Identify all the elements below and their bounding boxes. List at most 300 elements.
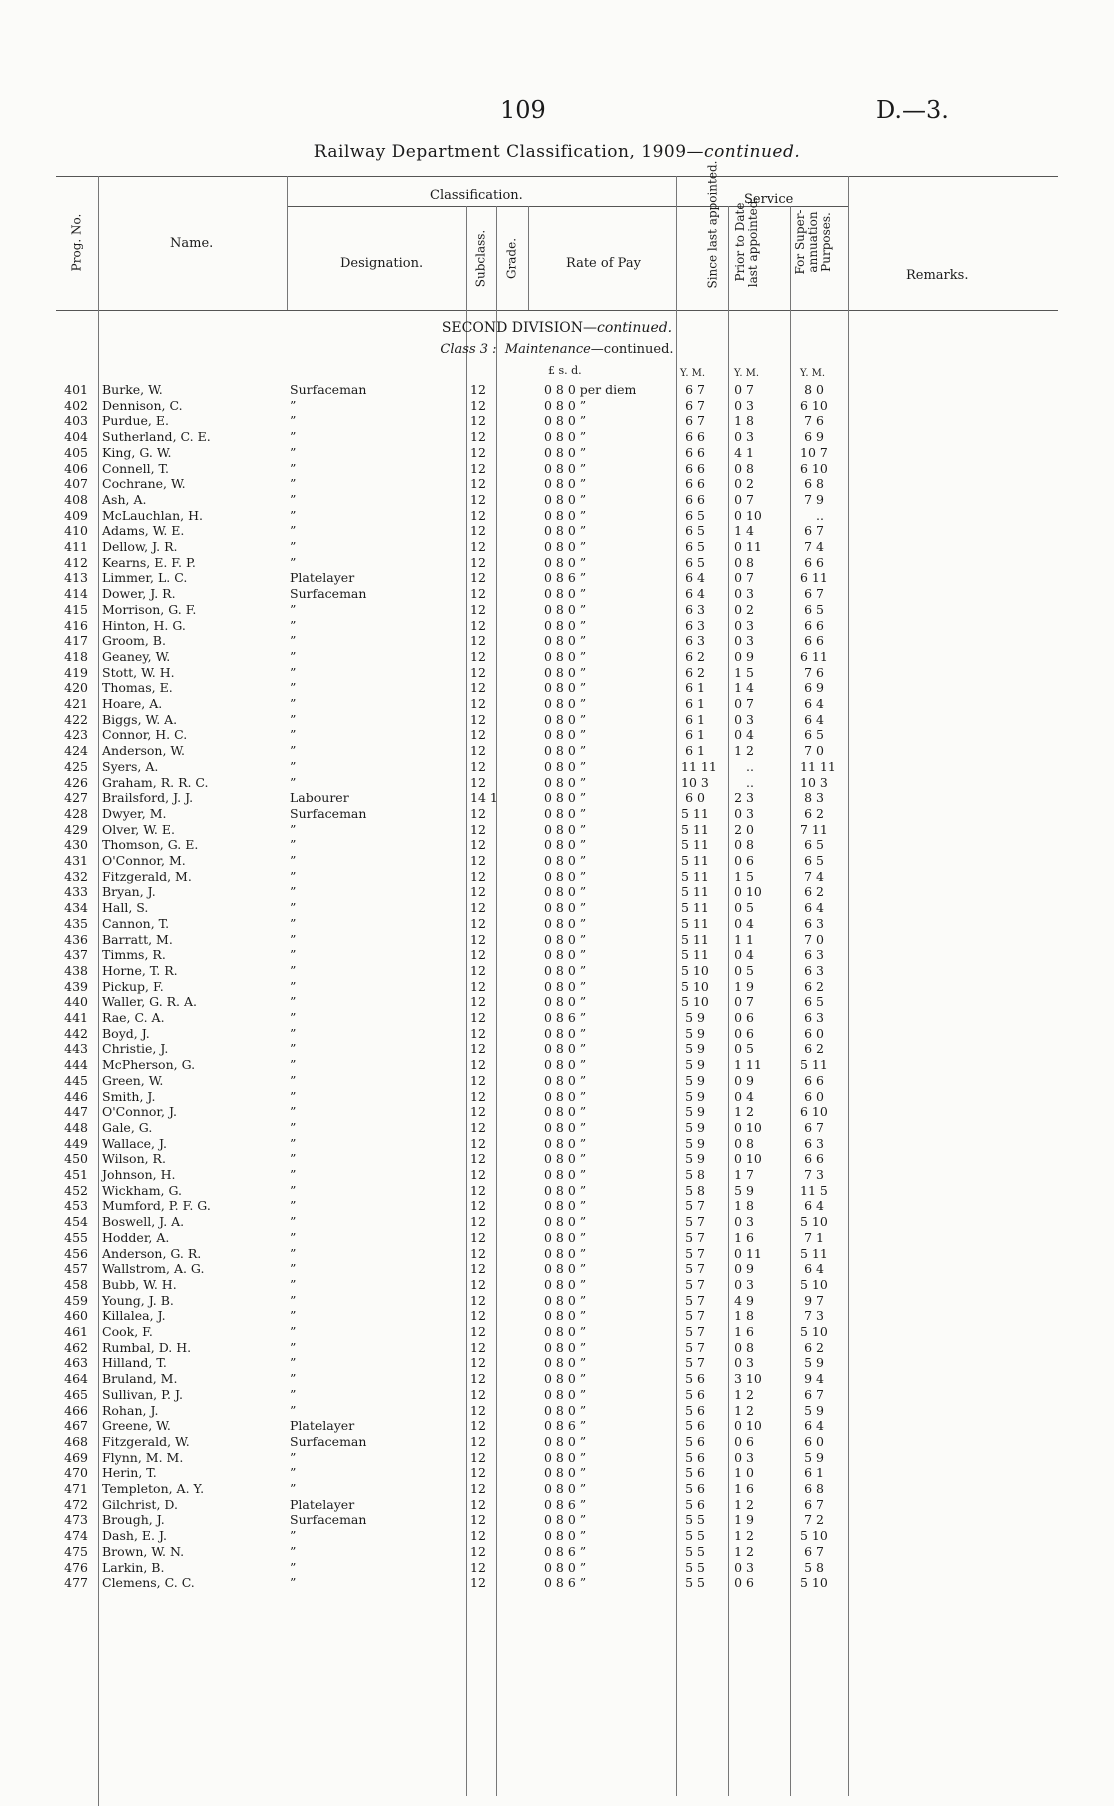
rate-of-pay-cell: 0 8 0 ” <box>544 601 587 617</box>
table-row <box>0 1308 1114 1324</box>
subclass-cell: 12 <box>470 821 486 837</box>
name-cell: Thomas, E. <box>102 680 173 696</box>
designation-cell: Surfaceman <box>290 1433 367 1449</box>
superannuation-cell: 5 11 <box>800 1057 828 1073</box>
prior-to-date-cell: 1 5 <box>734 664 754 680</box>
rate-of-pay-cell: 0 8 0 ” <box>544 931 587 947</box>
subclass-cell: 12 <box>470 1386 486 1402</box>
since-last-cell: 10 3 <box>681 774 709 790</box>
since-last-cell: 5 7 <box>685 1308 705 1324</box>
name-cell: Thomson, G. E. <box>102 837 199 853</box>
designation-cell: ” <box>290 444 297 460</box>
rate-of-pay-cell: 0 8 0 ” <box>544 727 587 743</box>
table-row <box>0 461 1114 477</box>
table-row <box>0 1104 1114 1120</box>
since-last-cell: 6 6 <box>685 429 705 445</box>
subclass-cell: 12 <box>470 915 486 931</box>
prior-to-date-cell: 0 7 <box>734 696 754 711</box>
header-classification: Classification. <box>430 188 523 203</box>
superannuation-cell: 6 6 <box>804 1151 824 1167</box>
since-last-cell: 5 6 <box>685 1433 705 1449</box>
table-row <box>0 1528 1114 1544</box>
subclass-cell: 12 <box>470 382 486 397</box>
superannuation-cell: 10 3 <box>800 774 828 790</box>
rate-of-pay-cell: 0 8 0 ” <box>544 1119 587 1135</box>
prog-no-cell: 429 <box>64 821 88 837</box>
name-cell: Wallace, J. <box>102 1135 168 1151</box>
rate-of-pay-cell: 0 8 0 ” <box>544 680 587 696</box>
prog-no-cell: 460 <box>64 1308 88 1324</box>
designation-cell: ” <box>290 1261 297 1277</box>
designation-cell: ” <box>290 1041 297 1057</box>
since-last-cell: 5 6 <box>685 1418 705 1434</box>
rate-of-pay-cell: 0 8 6 ” <box>544 1575 587 1591</box>
designation-cell: Surfaceman <box>290 382 367 397</box>
superannuation-cell: 10 7 <box>800 444 828 460</box>
superannuation-cell: 11 5 <box>800 1182 828 1198</box>
table-row <box>0 853 1114 869</box>
since-last-cell: 5 9 <box>685 1088 705 1104</box>
name-cell: Limmer, L. C. <box>102 570 188 586</box>
prog-no-cell: 452 <box>64 1182 88 1198</box>
name-cell: Hoare, A. <box>102 696 163 711</box>
since-last-cell: 5 9 <box>685 1010 705 1025</box>
name-cell: Sullivan, P. J. <box>102 1386 183 1402</box>
since-last-cell: 5 8 <box>685 1167 705 1182</box>
prior-to-date-cell: 0 6 <box>734 1025 754 1041</box>
prog-no-cell: 456 <box>64 1245 88 1261</box>
prior-to-date-cell: 1 8 <box>734 413 754 429</box>
since-last-cell: 6 5 <box>685 523 705 539</box>
table-row <box>0 1151 1114 1167</box>
table-row <box>0 1481 1114 1497</box>
prior-to-date-cell: 0 3 <box>734 397 754 413</box>
table-row <box>0 743 1114 759</box>
rate-of-pay-cell: 0 8 0 ” <box>544 805 587 821</box>
since-last-cell: 5 6 <box>685 1402 705 1418</box>
rate-of-pay-cell: 0 8 0 ” <box>544 1041 587 1057</box>
prog-no-cell: 454 <box>64 1214 88 1230</box>
designation-cell: ” <box>290 1214 297 1230</box>
since-last-cell: 5 10 <box>681 962 709 978</box>
rate-of-pay-cell: 0 8 0 ” <box>544 1339 587 1355</box>
since-last-cell: 6 3 <box>685 633 705 649</box>
name-cell: Wickham, G. <box>102 1182 183 1198</box>
since-last-cell: 6 3 <box>685 601 705 617</box>
prog-no-cell: 462 <box>64 1339 88 1355</box>
name-cell: Graham, R. R. C. <box>102 774 209 790</box>
since-last-cell: 5 5 <box>685 1543 705 1559</box>
header-prior-to-date: Prior to Date last appointed. <box>733 196 760 288</box>
prog-no-cell: 433 <box>64 884 88 900</box>
prog-no-cell: 473 <box>64 1512 88 1528</box>
prog-no-cell: 415 <box>64 601 88 617</box>
super-units: Y. M. <box>800 368 826 379</box>
name-cell: Templeton, A. Y. <box>102 1481 205 1496</box>
prog-no-cell: 425 <box>64 758 88 774</box>
prog-no-cell: 474 <box>64 1528 88 1544</box>
name-cell: Wallstrom, A. G. <box>102 1261 205 1277</box>
name-cell: Dennison, C. <box>102 397 183 413</box>
header-designation: Designation. <box>340 256 424 271</box>
table-row <box>0 429 1114 445</box>
designation-cell: ” <box>290 1010 297 1025</box>
subclass-cell: 12 <box>470 1433 486 1449</box>
designation-cell: ” <box>290 1135 297 1151</box>
prog-no-cell: 466 <box>64 1402 88 1418</box>
name-cell: Rohan, J. <box>102 1402 159 1418</box>
designation-cell: ” <box>290 460 297 476</box>
prog-no-cell: 418 <box>64 648 88 664</box>
name-cell: Bruland, M. <box>102 1371 178 1387</box>
since-last-cell: 5 7 <box>685 1214 705 1230</box>
since-last-cell: 6 6 <box>685 476 705 492</box>
designation-cell: ” <box>290 1088 297 1104</box>
since-last-cell: 5 11 <box>681 868 709 884</box>
superannuation-cell: 6 3 <box>804 1135 824 1151</box>
subclass-cell: 12 <box>470 554 486 570</box>
prior-to-date-cell: 1 9 <box>734 1512 754 1528</box>
superannuation-cell: 6 3 <box>804 947 824 963</box>
subclass-cell: 12 <box>470 962 486 978</box>
table-row <box>0 680 1114 696</box>
since-last-cell: 5 11 <box>681 853 709 868</box>
name-cell: Adams, W. E. <box>102 523 185 539</box>
rate-of-pay-cell: 0 8 0 ” <box>544 507 587 523</box>
rate-of-pay-cell: 0 8 0 ” <box>544 491 587 507</box>
since-last-cell: 6 1 <box>685 727 705 743</box>
subclass-cell: 12 <box>470 491 486 507</box>
division-continued: continued. <box>597 320 673 336</box>
rate-of-pay-cell: 0 8 0 ” <box>544 1229 587 1245</box>
document-reference: D.—3. <box>876 96 949 124</box>
rate-of-pay-cell: 0 8 0 ” <box>544 790 587 806</box>
superannuation-cell: 6 6 <box>804 633 824 649</box>
prog-no-cell: 435 <box>64 915 88 931</box>
table-row <box>0 1434 1114 1450</box>
superannuation-cell: 6 0 <box>804 1433 824 1449</box>
heading-continued: continued. <box>704 142 801 162</box>
name-cell: Connor, H. C. <box>102 727 188 743</box>
rate-of-pay-cell: 0 8 0 ” <box>544 444 587 460</box>
designation-cell: ” <box>290 1072 297 1088</box>
prior-to-date-cell: 0 7 <box>734 994 754 1010</box>
prog-no-cell: 401 <box>64 382 88 397</box>
prog-no-cell: 411 <box>64 539 88 554</box>
prog-no-cell: 442 <box>64 1025 88 1041</box>
name-cell: Hilland, T. <box>102 1355 167 1371</box>
name-cell: McLauchlan, H. <box>102 507 203 523</box>
table-row <box>0 1340 1114 1356</box>
subclass-cell: 12 <box>470 1214 486 1230</box>
since-last-cell: 5 11 <box>681 915 709 931</box>
subclass-cell: 12 <box>470 523 486 539</box>
name-cell: Ash, A. <box>102 491 147 507</box>
prog-no-cell: 427 <box>64 790 88 806</box>
subclass-cell: 12 <box>470 633 486 649</box>
rate-of-pay-cell: 0 8 0 ” <box>544 1308 587 1324</box>
table-row <box>0 994 1114 1010</box>
designation-cell: ” <box>290 1481 297 1496</box>
designation-cell: Labourer <box>290 790 349 806</box>
rate-of-pay-cell: 0 8 0 ” <box>544 900 587 916</box>
prior-to-date-cell: 0 6 <box>734 1010 754 1025</box>
designation-cell: Platelayer <box>290 570 355 586</box>
superannuation-cell: 7 9 <box>804 491 824 507</box>
prog-no-cell: 407 <box>64 476 88 492</box>
prior-to-date-cell: 0 4 <box>734 727 754 743</box>
prog-no-cell: 463 <box>64 1355 88 1371</box>
since-last-cell: 5 7 <box>685 1292 705 1308</box>
prior-to-date-cell: 1 8 <box>734 1308 754 1324</box>
rate-of-pay-cell: 0 8 0 ” <box>544 1057 587 1073</box>
superannuation-cell: 9 7 <box>804 1292 824 1308</box>
prior-to-date-cell: 1 6 <box>734 1481 754 1496</box>
rate-of-pay-cell: 0 8 0 ” <box>544 1088 587 1104</box>
prog-no-cell: 417 <box>64 633 88 649</box>
table-row <box>0 1198 1114 1214</box>
superannuation-cell: 6 3 <box>804 1010 824 1025</box>
table-row <box>0 555 1114 571</box>
rate-of-pay-cell: 0 8 0 ” <box>544 633 587 649</box>
prog-no-cell: 436 <box>64 931 88 947</box>
prog-no-cell: 437 <box>64 947 88 963</box>
since-last-cell: 5 7 <box>685 1261 705 1277</box>
subclass-cell: 12 <box>470 1355 486 1371</box>
superannuation-cell: 7 4 <box>804 868 824 884</box>
subclass-cell: 12 <box>470 1025 486 1041</box>
designation-cell: ” <box>290 507 297 523</box>
name-cell: Bubb, W. H. <box>102 1276 177 1292</box>
name-cell: Brown, W. N. <box>102 1543 185 1559</box>
prior-to-date-cell: 0 9 <box>734 648 754 664</box>
header-name: Name. <box>170 236 214 251</box>
rate-of-pay-cell: 0 8 0 ” <box>544 1512 587 1528</box>
prog-no-cell: 464 <box>64 1371 88 1387</box>
subclass-cell: 12 <box>470 1402 486 1418</box>
designation-cell: ” <box>290 1229 297 1245</box>
table-row <box>0 539 1114 555</box>
name-cell: Rae, C. A. <box>102 1010 165 1025</box>
prior-to-date-cell: 1 8 <box>734 1198 754 1214</box>
superannuation-cell: 6 4 <box>804 900 824 916</box>
prior-to-date-cell: 0 7 <box>734 570 754 586</box>
col-divider-grade <box>528 206 529 310</box>
rate-of-pay-cell: 0 8 0 ” <box>544 1072 587 1088</box>
superannuation-cell: 5 10 <box>800 1324 828 1339</box>
prog-no-cell: 422 <box>64 711 88 727</box>
prog-no-cell: 476 <box>64 1559 88 1575</box>
rate-of-pay-cell: 0 8 6 ” <box>544 1543 587 1559</box>
prior-to-date-cell: 4 1 <box>734 444 754 460</box>
prior-to-date-cell: 0 4 <box>734 947 754 963</box>
subclass-cell: 12 <box>470 837 486 853</box>
name-cell: Dwyer, M. <box>102 805 167 821</box>
prog-no-cell: 426 <box>64 774 88 790</box>
designation-cell: ” <box>290 617 297 633</box>
prior-to-date-cell: 0 3 <box>734 805 754 821</box>
subclass-cell: 12 <box>470 397 486 413</box>
rate-of-pay-cell: 0 8 0 ” <box>544 837 587 853</box>
superannuation-cell: 6 7 <box>804 1386 824 1402</box>
prog-no-cell: 477 <box>64 1575 88 1591</box>
rate-of-pay-cell: 0 8 0 ” <box>544 1261 587 1277</box>
prior-to-date-cell: 0 10 <box>734 1151 762 1167</box>
table-row <box>0 1026 1114 1042</box>
name-cell: Christie, J. <box>102 1041 169 1057</box>
prog-no-cell: 461 <box>64 1324 88 1339</box>
since-last-cell: 5 9 <box>685 1057 705 1073</box>
division-label: SECOND DIVISION— <box>441 320 598 336</box>
prior-to-date-cell: 5 9 <box>734 1182 754 1198</box>
table-row <box>0 398 1114 414</box>
prog-no-cell: 432 <box>64 868 88 884</box>
superannuation-cell: 6 2 <box>804 1041 824 1057</box>
class-name: Maintenance <box>504 342 591 357</box>
prior-to-date-cell: 1 4 <box>734 523 754 539</box>
name-cell: Dower, J. R. <box>102 586 176 602</box>
prior-to-date-cell: 1 6 <box>734 1229 754 1245</box>
table-row <box>0 1183 1114 1199</box>
designation-cell: ” <box>290 915 297 931</box>
prog-no-cell: 444 <box>64 1057 88 1073</box>
name-cell: O'Connor, M. <box>102 853 186 868</box>
subclass-cell: 12 <box>470 1245 486 1261</box>
designation-cell: ” <box>290 1386 297 1402</box>
table-row <box>0 586 1114 602</box>
superannuation-cell: 5 9 <box>804 1355 824 1371</box>
subclass-cell: 12 <box>470 1339 486 1355</box>
since-last-cell: 5 9 <box>685 1041 705 1057</box>
superannuation-cell: 6 9 <box>804 429 824 445</box>
rate-of-pay-cell: 0 8 0 ” <box>544 758 587 774</box>
since-last-cell: 6 5 <box>685 507 705 523</box>
name-cell: Gilchrist, D. <box>102 1496 178 1512</box>
rate-of-pay-cell: 0 8 0 ” <box>544 1104 587 1120</box>
superannuation-cell: 5 11 <box>800 1245 828 1261</box>
rate-of-pay-cell: 0 8 0 ” <box>544 962 587 978</box>
superannuation-cell: 6 4 <box>804 1198 824 1214</box>
superannuation-cell: 6 6 <box>804 554 824 570</box>
subclass-cell: 12 <box>470 680 486 696</box>
name-cell: Killalea, J. <box>102 1308 166 1324</box>
prog-no-cell: 416 <box>64 617 88 633</box>
prior-to-date-cell: 0 8 <box>734 460 754 476</box>
superannuation-cell: 6 0 <box>804 1025 824 1041</box>
subclass-cell: 12 <box>470 1057 486 1073</box>
prog-no-cell: 457 <box>64 1261 88 1277</box>
name-cell: Fitzgerald, W. <box>102 1433 190 1449</box>
prog-no-cell: 475 <box>64 1543 88 1559</box>
prior-to-date-cell: 0 6 <box>734 853 754 868</box>
prior-to-date-cell: 1 9 <box>734 978 754 994</box>
subclass-cell: 12 <box>470 460 486 476</box>
prior-to-date-cell: 0 8 <box>734 554 754 570</box>
prior-to-date-cell: 2 3 <box>734 790 754 806</box>
superannuation-cell: 6 0 <box>804 1088 824 1104</box>
subclass-cell: 12 <box>470 853 486 868</box>
name-cell: Clemens, C. C. <box>102 1575 195 1591</box>
prog-no-cell: 471 <box>64 1481 88 1496</box>
table-row <box>0 712 1114 728</box>
prog-no-cell: 405 <box>64 444 88 460</box>
since-last-cell: 5 9 <box>685 1119 705 1135</box>
superannuation-cell: 6 5 <box>804 853 824 868</box>
name-cell: Anderson, W. <box>102 743 186 759</box>
since-last-cell: 5 11 <box>681 837 709 853</box>
designation-cell: ” <box>290 491 297 507</box>
rate-of-pay-cell: 0 8 0 ” <box>544 1449 587 1465</box>
class-label: Class 3 : <box>440 342 497 357</box>
name-cell: Brough, J. <box>102 1512 165 1528</box>
subclass-cell: 12 <box>470 429 486 445</box>
table-row <box>0 822 1114 838</box>
prog-no-cell: 445 <box>64 1072 88 1088</box>
superannuation-cell: 6 7 <box>804 1496 824 1512</box>
designation-cell: ” <box>290 1119 297 1135</box>
designation-cell: ” <box>290 1276 297 1292</box>
prior-to-date-cell: 0 8 <box>734 837 754 853</box>
prior-to-date-cell: 0 4 <box>734 1088 754 1104</box>
table-row <box>0 900 1114 916</box>
name-cell: McPherson, G. <box>102 1057 196 1073</box>
prog-no-cell: 450 <box>64 1151 88 1167</box>
header-prog-no: Prog. No. <box>69 213 84 272</box>
designation-cell: ” <box>290 743 297 759</box>
prog-no-cell: 404 <box>64 429 88 445</box>
name-cell: Biggs, W. A. <box>102 711 178 727</box>
prior-to-date-cell: .. <box>746 758 754 774</box>
since-last-cell: 11 11 <box>681 758 717 774</box>
superannuation-cell: 6 9 <box>804 680 824 696</box>
prior-to-date-cell: 0 10 <box>734 1119 762 1135</box>
subclass-cell: 12 <box>470 1072 486 1088</box>
table-row <box>0 884 1114 900</box>
designation-cell: ” <box>290 413 297 429</box>
prior-to-date-cell: 2 0 <box>734 821 754 837</box>
rate-of-pay-cell: 0 8 0 ” <box>544 429 587 445</box>
prior-to-date-cell: 0 3 <box>734 1355 754 1371</box>
designation-cell: ” <box>290 1559 297 1575</box>
rate-of-pay-cell: 0 8 0 ” <box>544 523 587 539</box>
since-last-cell: 6 6 <box>685 444 705 460</box>
subclass-cell: 12 <box>470 1308 486 1324</box>
designation-cell: ” <box>290 727 297 743</box>
since-last-cell: 5 7 <box>685 1276 705 1292</box>
subclass-cell: 12 <box>470 444 486 460</box>
subclass-cell: 12 <box>470 1449 486 1465</box>
prog-no-cell: 449 <box>64 1135 88 1151</box>
since-last-cell: 5 5 <box>685 1559 705 1575</box>
name-cell: Syers, A. <box>102 758 159 774</box>
superannuation-cell: 6 5 <box>804 994 824 1010</box>
designation-cell: ” <box>290 1151 297 1167</box>
since-last-cell: 5 11 <box>681 821 709 837</box>
since-last-cell: 6 2 <box>685 664 705 680</box>
name-cell: Rumbal, D. H. <box>102 1339 192 1355</box>
superannuation-cell: 6 4 <box>804 696 824 711</box>
prog-no-cell: 408 <box>64 491 88 507</box>
prog-no-cell: 420 <box>64 680 88 696</box>
table-row <box>0 1512 1114 1528</box>
name-cell: O'Connor, J. <box>102 1104 177 1120</box>
name-cell: Wilson, R. <box>102 1151 166 1167</box>
rate-of-pay-cell: 0 8 0 ” <box>544 743 587 759</box>
subclass-cell: 12 <box>470 570 486 586</box>
table-row <box>0 476 1114 492</box>
name-cell: Gale, G. <box>102 1119 153 1135</box>
prog-no-cell: 468 <box>64 1433 88 1449</box>
